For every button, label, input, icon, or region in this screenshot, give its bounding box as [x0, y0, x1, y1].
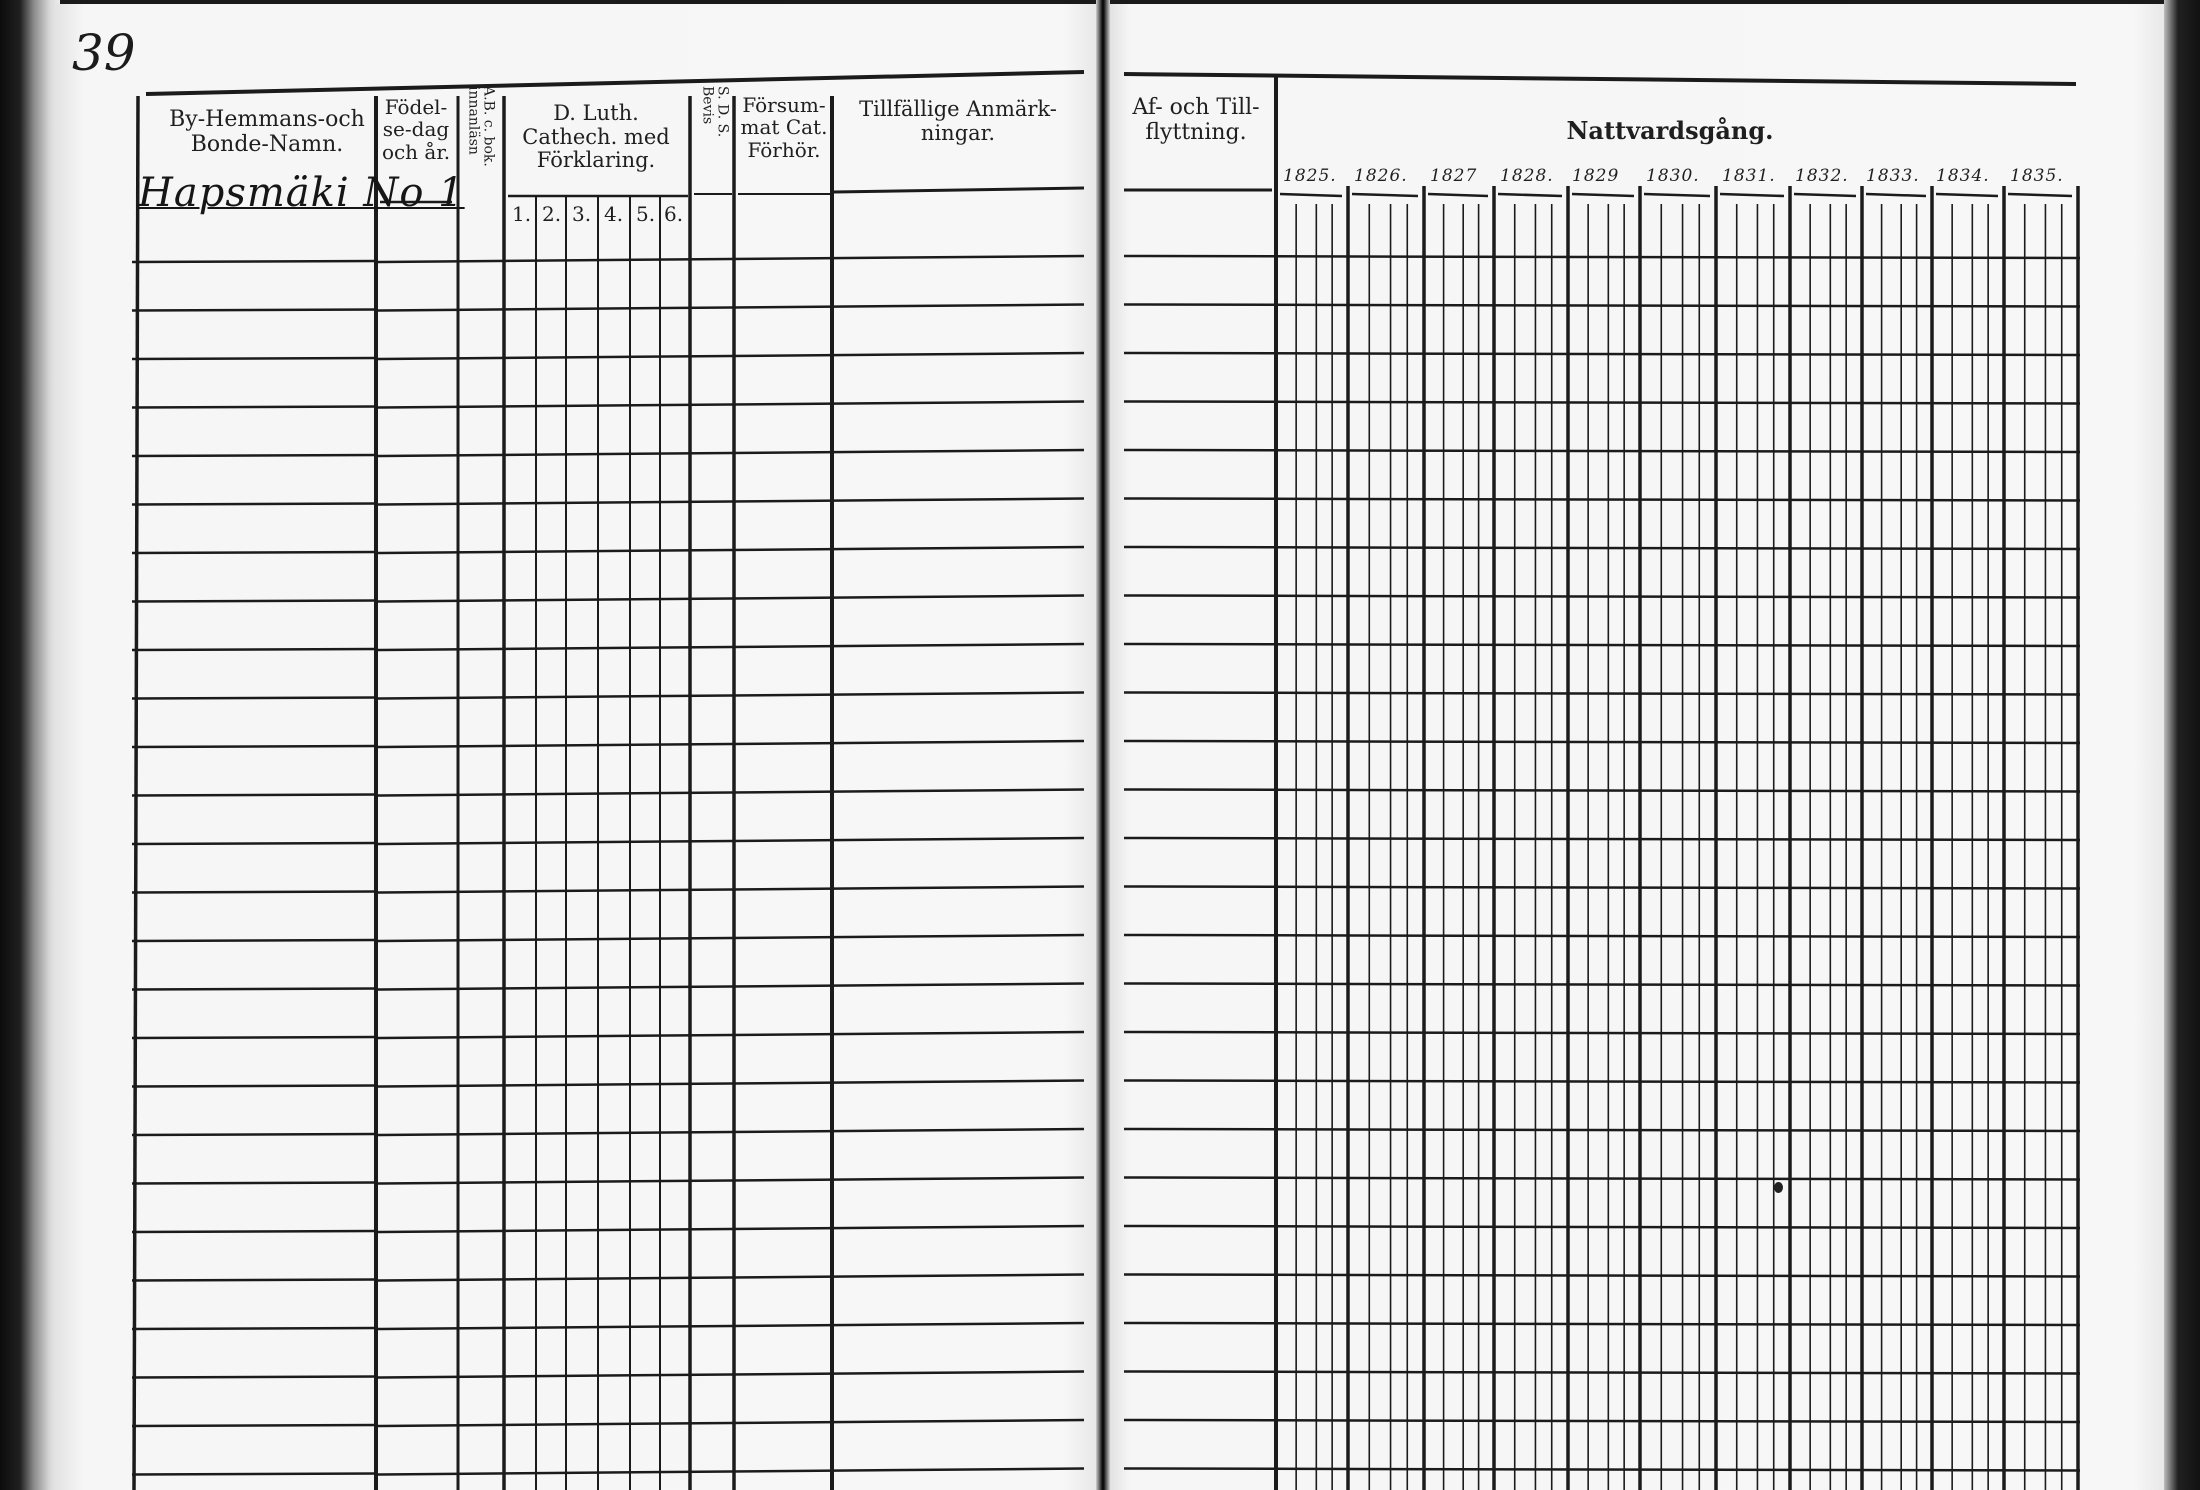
right-row-rule [1124, 741, 2080, 743]
left-row-rule-name [132, 1474, 376, 1475]
right-row-rule [1124, 790, 2080, 792]
year-underline [1720, 194, 1784, 196]
left-row-rule [376, 790, 1084, 796]
year-underline [1866, 194, 1926, 196]
right-row-rule [1124, 1420, 2080, 1422]
right-row-rule [1124, 1032, 2080, 1034]
left-row-rule-name [132, 698, 376, 699]
left-row-rule [376, 1372, 1084, 1378]
left-row-rule-name [132, 1425, 376, 1426]
header-forsumat: Försum-mat Cat. Förhör. [740, 93, 828, 162]
right-row-rule [1124, 450, 2080, 452]
left-row-rule [376, 1226, 1084, 1232]
right-row-rule [1124, 353, 2080, 355]
year-1833: 1833. [1866, 166, 1920, 186]
left-row-rule [376, 1323, 1084, 1329]
right-row-rule [1124, 1129, 2080, 1131]
year-underline [1572, 194, 1634, 196]
left-row-rule-name [132, 552, 376, 553]
cathech-sub-5: 5. [636, 202, 656, 226]
left-row-rule-name [132, 455, 376, 456]
left-row-rule [376, 1469, 1084, 1475]
left-row-rule-name [132, 601, 376, 602]
left-row-rule [376, 1420, 1084, 1426]
right-row-rule [1124, 402, 2080, 404]
left-row-rule-name [132, 940, 376, 941]
year-1832: 1832. [1795, 166, 1849, 186]
left-row-rule-name [132, 989, 376, 990]
year-1830: 1830. [1646, 166, 1700, 186]
year-1828: 1828. [1500, 166, 1554, 186]
left-row-rule [376, 499, 1084, 505]
page-number: 39 [72, 24, 136, 82]
left-row-rule [376, 596, 1084, 602]
left-row-rule [376, 644, 1084, 650]
left-row-rule [376, 984, 1084, 990]
year-1825: 1825. [1283, 166, 1337, 186]
left-row-rule [376, 450, 1084, 456]
year-underline [1428, 194, 1488, 196]
year-underline [2008, 194, 2072, 196]
right-row-rule [1124, 838, 2080, 840]
left-row-rule-name [132, 261, 376, 262]
right-row-rule [1124, 984, 2080, 986]
left-row-rule-name [132, 358, 376, 359]
right-row-rule [1124, 887, 2080, 889]
header-fodelse: Födel-se-dag och år. [381, 95, 451, 164]
header-af-och-till: Af- och Till-flyttning. [1132, 95, 1260, 145]
left-row-rule-name [132, 795, 376, 796]
left-row-rule [376, 353, 1084, 359]
cathech-sub-3: 3. [572, 202, 592, 226]
left-row-rule-name [132, 1134, 376, 1135]
header-nattvardsgang: Nattvardsgång. [1566, 116, 1774, 145]
header-by-hemmans: By-Hemmans-och Bonde-Namn. [169, 107, 365, 157]
right-row-rule [1124, 1323, 2080, 1325]
anmarkningar-header-rule [834, 188, 1084, 192]
right-row-rule [1124, 1372, 2080, 1374]
left-row-rule-name [132, 1183, 376, 1184]
year-1829: 1829 [1572, 166, 1620, 186]
year-underline [1794, 194, 1856, 196]
right-row-rule [1124, 547, 2080, 549]
left-row-rule [376, 402, 1084, 408]
left-row-rule [376, 887, 1084, 893]
cathech-sub-2: 2. [542, 202, 562, 226]
year-underline [1352, 194, 1418, 196]
year-underline [1498, 194, 1562, 196]
left-row-rule-name [132, 1086, 376, 1087]
year-underline [1644, 194, 1710, 196]
left-row-rule-name [132, 1037, 376, 1038]
left-row-rule [376, 838, 1084, 844]
right-row-rule [1124, 1178, 2080, 1180]
right-row-rule [1124, 305, 2080, 307]
header-anmarkningar: Tillfällige Anmärk-ningar. [859, 97, 1057, 145]
right-row-rule [1124, 1081, 2080, 1083]
right-row-rule [1124, 644, 2080, 646]
right-row-rule [1124, 1226, 2080, 1228]
left-row-rule-name [132, 407, 376, 408]
left-row-rule [376, 693, 1084, 699]
left-row-rule-name [132, 1377, 376, 1378]
left-row-rule [376, 1032, 1084, 1038]
header-luth-cathech: D. Luth. Cathech. med Förklaring. [522, 101, 670, 173]
year-1831: 1831. [1722, 166, 1776, 186]
left-row-rule [376, 256, 1084, 262]
left-row-rule [376, 1275, 1084, 1281]
left-top-rule [146, 72, 1084, 94]
right-top-rule [1124, 74, 2076, 84]
left-row-rule [376, 1129, 1084, 1135]
right-row-rule [1124, 596, 2080, 598]
header-sds-bevis: S. D. S. Bevis [699, 86, 731, 138]
left-row-rule-name [132, 843, 376, 844]
left-row-rule [376, 1081, 1084, 1087]
right-row-rule [1124, 1275, 2080, 1277]
left-row-rule [376, 547, 1084, 553]
left-row-rule-name [132, 746, 376, 747]
left-row-rule [376, 1178, 1084, 1184]
left-row-rule [376, 935, 1084, 941]
left-row-rule [376, 741, 1084, 747]
year-1835: 1835. [2010, 166, 2064, 186]
left-row-rule-name [132, 1231, 376, 1232]
first-entry-handwritten: Hapsmäki No 1 [138, 170, 465, 216]
left-row-rule [376, 305, 1084, 311]
right-row-rule [1124, 1469, 2080, 1471]
header-abc-bok: A.B. c. bok. innanläsn [465, 86, 497, 167]
left-row-rule-name [132, 310, 376, 311]
right-row-rule [1124, 935, 2080, 937]
left-row-rule-name [132, 649, 376, 650]
year-1834: 1834. [1936, 166, 1990, 186]
year-1826: 1826. [1354, 166, 1408, 186]
right-row-rule [1124, 693, 2080, 695]
year-underline [1280, 194, 1342, 196]
left-row-rule-name [132, 892, 376, 893]
left-row-rule-name [132, 1280, 376, 1281]
right-row-rule [1124, 256, 2080, 258]
left-row-rule-name [132, 1328, 376, 1329]
ink-spot [1774, 1182, 1783, 1193]
cathech-sub-1: 1. [512, 202, 532, 226]
cathech-sub-4: 4. [604, 202, 624, 226]
year-underline [1936, 194, 1998, 196]
cathech-sub-6: 6. [664, 202, 684, 226]
left-row-rule-name [132, 504, 376, 505]
right-row-rule [1124, 499, 2080, 501]
year-1827: 1827 [1430, 166, 1478, 186]
